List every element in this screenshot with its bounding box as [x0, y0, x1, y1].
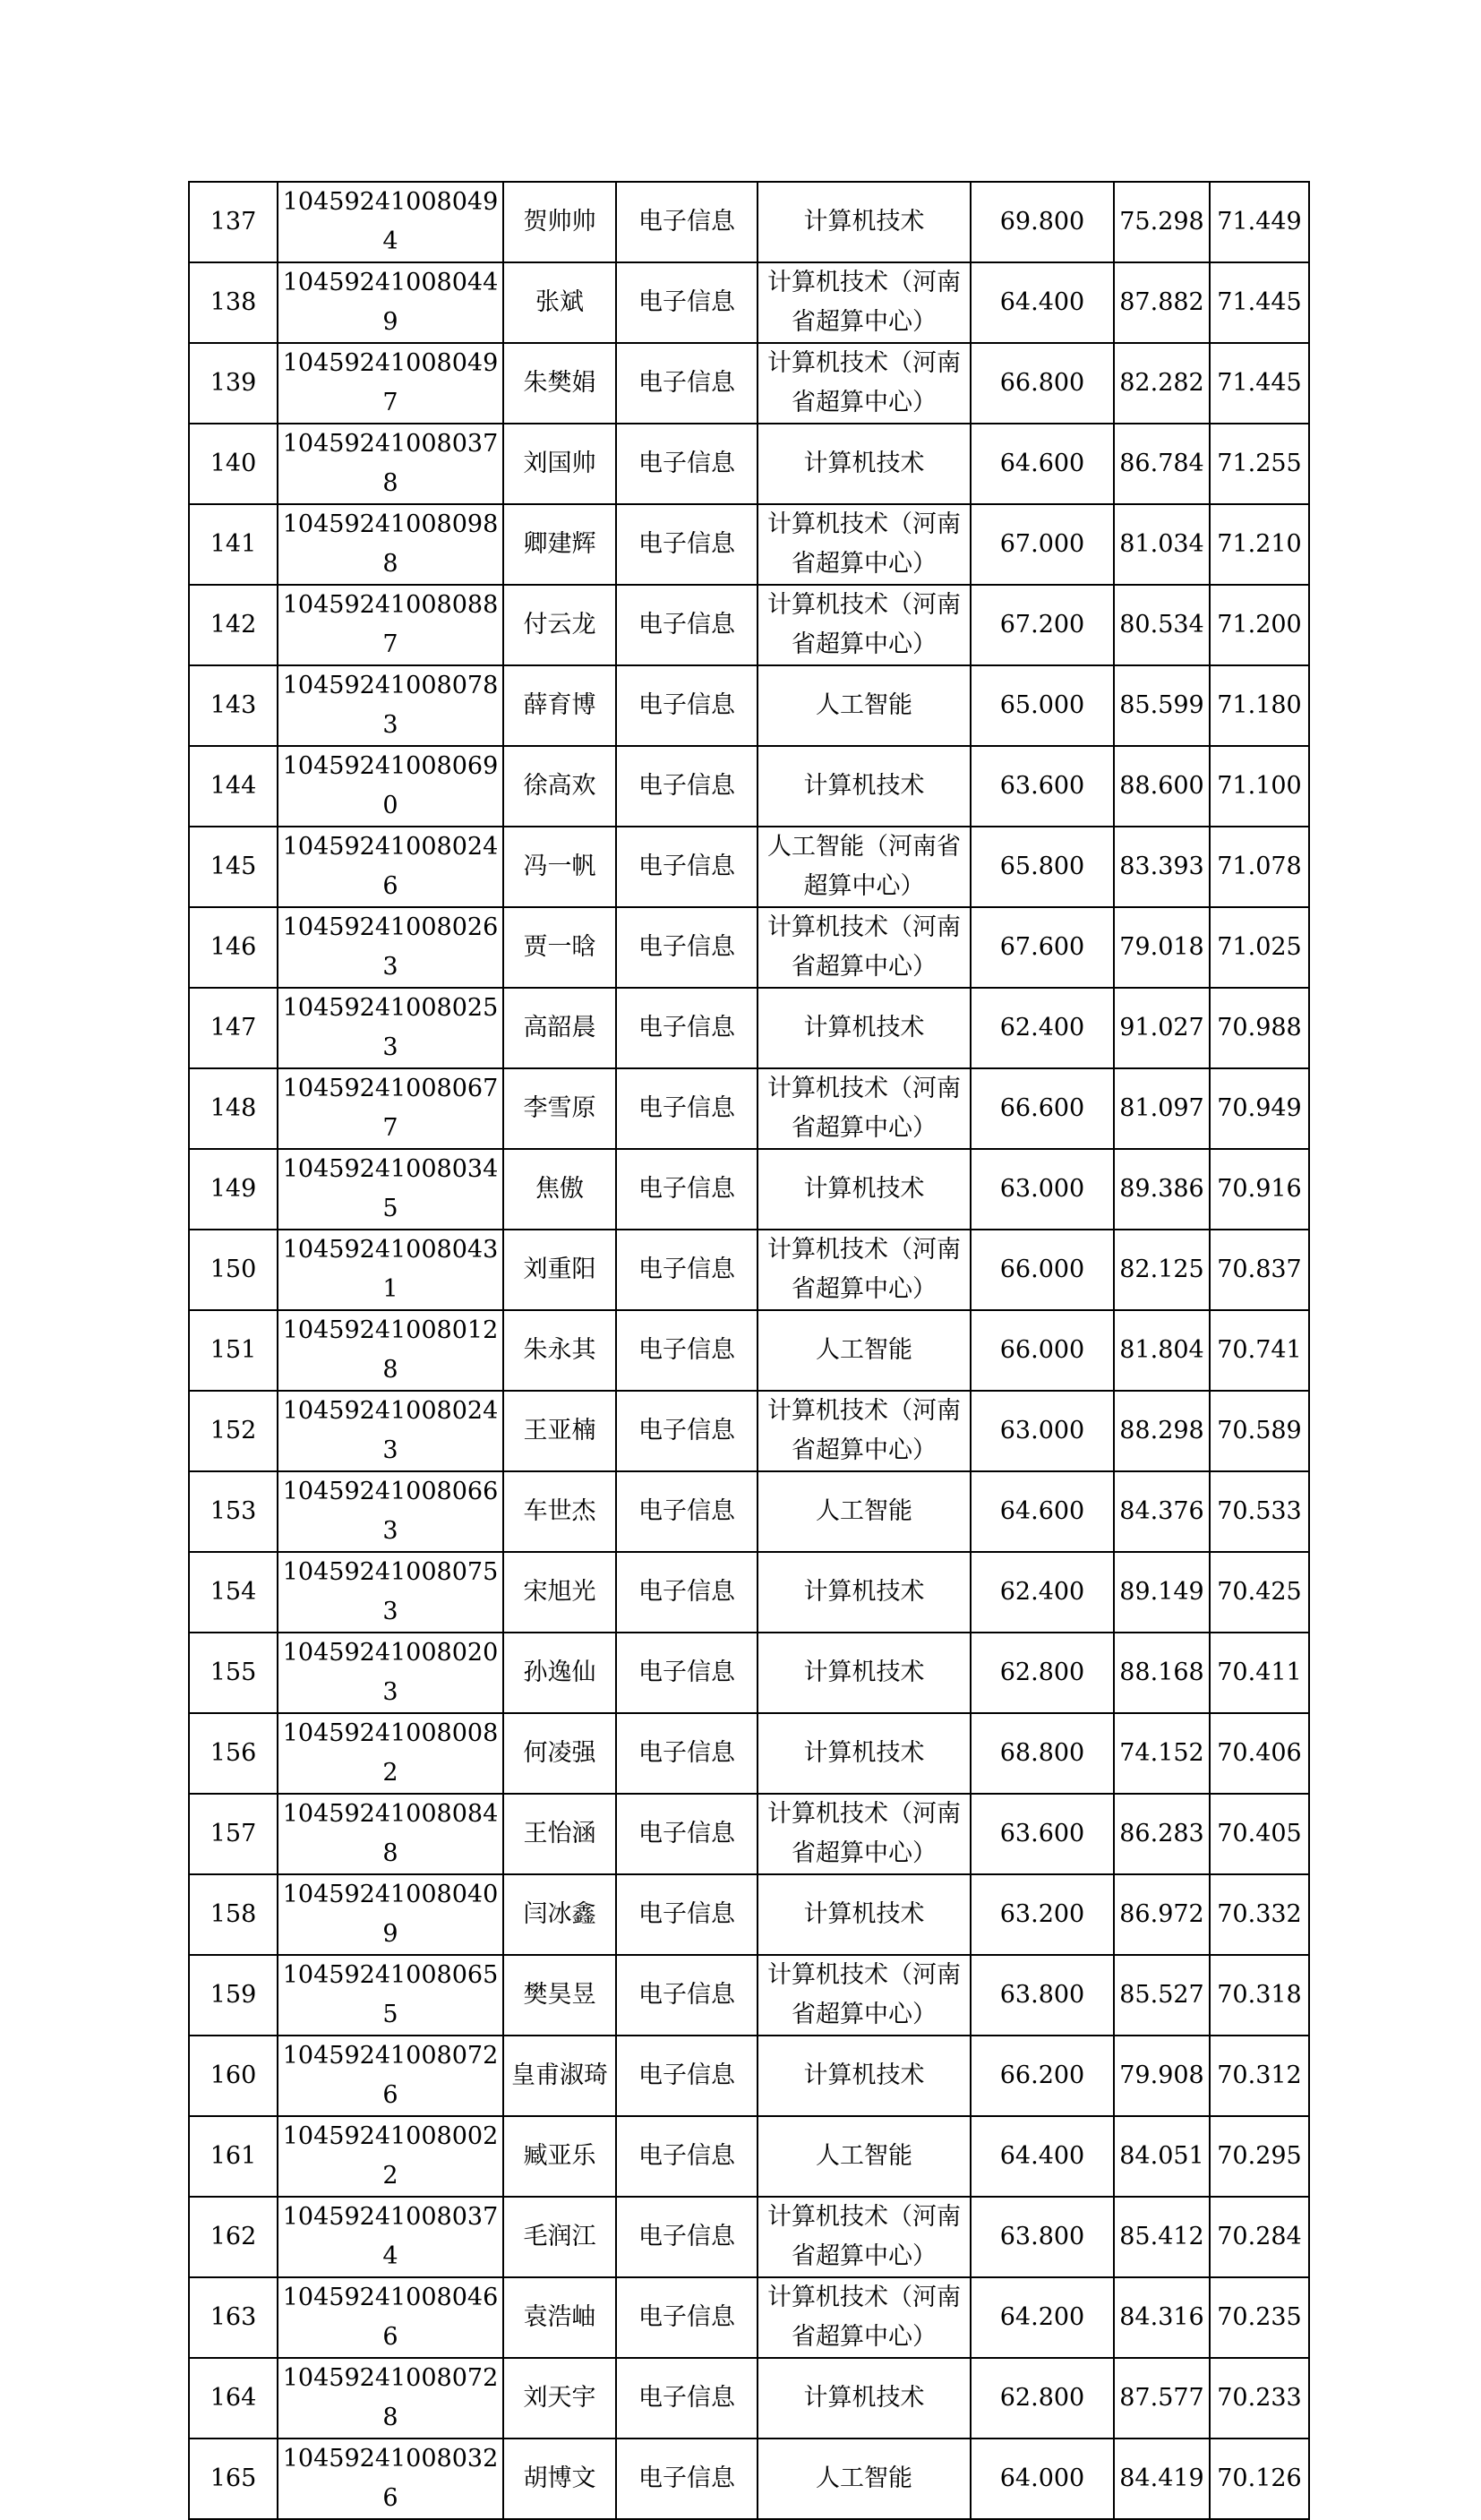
total-score-cell: 70.533 — [1210, 1471, 1309, 1552]
field-cell: 电子信息 — [616, 665, 758, 746]
field-cell: 电子信息 — [616, 2036, 758, 2116]
total-score-cell: 70.589 — [1210, 1391, 1309, 1471]
name-cell: 毛润江 — [503, 2197, 616, 2277]
rank-cell: 162 — [189, 2197, 278, 2277]
exam-id-cell: 104592410080677 — [278, 1068, 503, 1149]
name-cell: 袁浩岫 — [503, 2277, 616, 2358]
table-row — [189, 1391, 1309, 1471]
major-cell: 计算机技术 — [758, 1874, 971, 1955]
exam-id-cell: 104592410080203 — [278, 1633, 503, 1713]
name-cell: 付云龙 — [503, 585, 616, 665]
retest-score-cell: 74.152 — [1114, 1713, 1210, 1794]
major-cell: 计算机技术 — [758, 1633, 971, 1713]
prelim-score-cell: 62.400 — [971, 1552, 1114, 1633]
retest-score-cell: 91.027 — [1114, 988, 1210, 1068]
retest-score-cell: 79.018 — [1114, 907, 1210, 988]
table-row — [189, 1633, 1309, 1713]
retest-score-cell: 81.097 — [1114, 1068, 1210, 1149]
prelim-score-cell: 66.600 — [971, 1068, 1114, 1149]
total-score-cell: 71.445 — [1210, 262, 1309, 343]
total-score-cell: 70.741 — [1210, 1310, 1309, 1391]
field-cell: 电子信息 — [616, 2116, 758, 2197]
table-row — [189, 1552, 1309, 1633]
name-cell: 刘国帅 — [503, 424, 616, 504]
name-cell: 李雪原 — [503, 1068, 616, 1149]
exam-id-cell: 104592410080253 — [278, 988, 503, 1068]
total-score-cell: 71.255 — [1210, 424, 1309, 504]
field-cell: 电子信息 — [616, 182, 758, 262]
exam-id-cell: 104592410080345 — [278, 1149, 503, 1230]
field-cell: 电子信息 — [616, 2439, 758, 2519]
retest-score-cell: 75.298 — [1114, 182, 1210, 262]
prelim-score-cell: 63.200 — [971, 1874, 1114, 1955]
field-cell: 电子信息 — [616, 504, 758, 585]
exam-id-cell: 104592410080728 — [278, 2358, 503, 2439]
retest-score-cell: 86.283 — [1114, 1794, 1210, 1874]
retest-score-cell: 83.393 — [1114, 827, 1210, 907]
table-row — [189, 827, 1309, 907]
total-score-cell: 70.988 — [1210, 988, 1309, 1068]
table-row — [189, 262, 1309, 343]
total-score-cell: 71.180 — [1210, 665, 1309, 746]
major-cell: 计算机技术 — [758, 1552, 971, 1633]
field-cell: 电子信息 — [616, 1471, 758, 1552]
prelim-score-cell: 62.800 — [971, 2358, 1114, 2439]
rank-cell: 139 — [189, 343, 278, 424]
rank-cell: 155 — [189, 1633, 278, 1713]
name-cell: 冯一帆 — [503, 827, 616, 907]
field-cell: 电子信息 — [616, 1713, 758, 1794]
table-row — [189, 746, 1309, 827]
total-score-cell: 70.425 — [1210, 1552, 1309, 1633]
name-cell: 宋旭光 — [503, 1552, 616, 1633]
retest-score-cell: 88.168 — [1114, 1633, 1210, 1713]
prelim-score-cell: 66.000 — [971, 1230, 1114, 1310]
major-cell: 计算机技术（河南省超算中心） — [758, 907, 971, 988]
table-row — [189, 343, 1309, 424]
prelim-score-cell: 68.800 — [971, 1713, 1114, 1794]
prelim-score-cell: 64.400 — [971, 2116, 1114, 2197]
prelim-score-cell: 63.000 — [971, 1391, 1114, 1471]
major-cell: 计算机技术 — [758, 988, 971, 1068]
prelim-score-cell: 63.800 — [971, 2197, 1114, 2277]
retest-score-cell: 85.412 — [1114, 2197, 1210, 2277]
exam-id-cell: 104592410080128 — [278, 1310, 503, 1391]
major-cell: 计算机技术 — [758, 2358, 971, 2439]
total-score-cell: 70.411 — [1210, 1633, 1309, 1713]
table-row — [189, 2116, 1309, 2197]
exam-id-cell: 104592410080848 — [278, 1794, 503, 1874]
name-cell: 贺帅帅 — [503, 182, 616, 262]
total-score-cell: 71.100 — [1210, 746, 1309, 827]
table-body — [189, 182, 1309, 2519]
field-cell: 电子信息 — [616, 1874, 758, 1955]
rank-cell: 142 — [189, 585, 278, 665]
exam-id-cell: 104592410080753 — [278, 1552, 503, 1633]
prelim-score-cell: 66.000 — [971, 1310, 1114, 1391]
major-cell: 人工智能 — [758, 1310, 971, 1391]
rank-cell: 151 — [189, 1310, 278, 1391]
prelim-score-cell: 63.000 — [971, 1149, 1114, 1230]
major-cell: 计算机技术（河南省超算中心） — [758, 585, 971, 665]
field-cell: 电子信息 — [616, 1068, 758, 1149]
total-score-cell: 70.295 — [1210, 2116, 1309, 2197]
table-row — [189, 1713, 1309, 1794]
retest-score-cell: 84.316 — [1114, 2277, 1210, 2358]
table-row — [189, 2358, 1309, 2439]
major-cell: 计算机技术（河南省超算中心） — [758, 2197, 971, 2277]
name-cell: 薛育博 — [503, 665, 616, 746]
prelim-score-cell: 69.800 — [971, 182, 1114, 262]
exam-id-cell: 104592410080374 — [278, 2197, 503, 2277]
retest-score-cell: 84.419 — [1114, 2439, 1210, 2519]
rank-cell: 154 — [189, 1552, 278, 1633]
name-cell: 王怡涵 — [503, 1794, 616, 1874]
prelim-score-cell: 67.000 — [971, 504, 1114, 585]
table-row — [189, 1068, 1309, 1149]
rank-cell: 146 — [189, 907, 278, 988]
major-cell: 人工智能 — [758, 665, 971, 746]
rank-cell: 150 — [189, 1230, 278, 1310]
name-cell: 焦傲 — [503, 1149, 616, 1230]
field-cell: 电子信息 — [616, 2277, 758, 2358]
name-cell: 卿建辉 — [503, 504, 616, 585]
name-cell: 胡博文 — [503, 2439, 616, 2519]
prelim-score-cell: 62.400 — [971, 988, 1114, 1068]
rank-cell: 165 — [189, 2439, 278, 2519]
rank-cell: 156 — [189, 1713, 278, 1794]
prelim-score-cell: 63.600 — [971, 746, 1114, 827]
name-cell: 徐高欢 — [503, 746, 616, 827]
major-cell: 计算机技术（河南省超算中心） — [758, 1794, 971, 1874]
retest-score-cell: 87.882 — [1114, 262, 1210, 343]
total-score-cell: 71.078 — [1210, 827, 1309, 907]
prelim-score-cell: 67.600 — [971, 907, 1114, 988]
major-cell: 计算机技术 — [758, 424, 971, 504]
retest-score-cell: 84.376 — [1114, 1471, 1210, 1552]
table-row — [189, 665, 1309, 746]
prelim-score-cell: 64.400 — [971, 262, 1114, 343]
prelim-score-cell: 62.800 — [971, 1633, 1114, 1713]
table-row — [189, 2197, 1309, 2277]
field-cell: 电子信息 — [616, 1955, 758, 2036]
prelim-score-cell: 64.600 — [971, 424, 1114, 504]
table-row — [189, 2036, 1309, 2116]
retest-score-cell: 85.599 — [1114, 665, 1210, 746]
retest-score-cell: 80.534 — [1114, 585, 1210, 665]
retest-score-cell: 89.149 — [1114, 1552, 1210, 1633]
exam-id-cell: 104592410080449 — [278, 262, 503, 343]
field-cell: 电子信息 — [616, 1633, 758, 1713]
table-row — [189, 424, 1309, 504]
name-cell: 车世杰 — [503, 1471, 616, 1552]
table-row — [189, 1149, 1309, 1230]
exam-id-cell: 104592410080663 — [278, 1471, 503, 1552]
retest-score-cell: 82.282 — [1114, 343, 1210, 424]
exam-id-cell: 104592410080466 — [278, 2277, 503, 2358]
retest-score-cell: 87.577 — [1114, 2358, 1210, 2439]
retest-score-cell: 82.125 — [1114, 1230, 1210, 1310]
prelim-score-cell: 67.200 — [971, 585, 1114, 665]
retest-score-cell: 89.386 — [1114, 1149, 1210, 1230]
score-table — [188, 181, 1310, 2520]
field-cell: 电子信息 — [616, 585, 758, 665]
exam-id-cell: 104592410080431 — [278, 1230, 503, 1310]
major-cell: 计算机技术 — [758, 2036, 971, 2116]
prelim-score-cell: 64.000 — [971, 2439, 1114, 2519]
field-cell: 电子信息 — [616, 746, 758, 827]
field-cell: 电子信息 — [616, 343, 758, 424]
name-cell: 张斌 — [503, 262, 616, 343]
major-cell: 人工智能（河南省超算中心） — [758, 827, 971, 907]
major-cell: 人工智能 — [758, 2439, 971, 2519]
total-score-cell: 70.312 — [1210, 2036, 1309, 2116]
total-score-cell: 70.332 — [1210, 1874, 1309, 1955]
major-cell: 计算机技术（河南省超算中心） — [758, 504, 971, 585]
name-cell: 樊昊昱 — [503, 1955, 616, 2036]
total-score-cell: 71.449 — [1210, 182, 1309, 262]
field-cell: 电子信息 — [616, 827, 758, 907]
name-cell: 孙逸仙 — [503, 1633, 616, 1713]
table-row — [189, 1874, 1309, 1955]
exam-id-cell: 104592410080690 — [278, 746, 503, 827]
field-cell: 电子信息 — [616, 988, 758, 1068]
total-score-cell: 70.837 — [1210, 1230, 1309, 1310]
major-cell: 计算机技术（河南省超算中心） — [758, 1391, 971, 1471]
total-score-cell: 70.126 — [1210, 2439, 1309, 2519]
exam-id-cell: 104592410080246 — [278, 827, 503, 907]
exam-id-cell: 104592410080409 — [278, 1874, 503, 1955]
table-row — [189, 1955, 1309, 2036]
rank-cell: 158 — [189, 1874, 278, 1955]
table-row — [189, 907, 1309, 988]
major-cell: 计算机技术 — [758, 182, 971, 262]
rank-cell: 161 — [189, 2116, 278, 2197]
field-cell: 电子信息 — [616, 1391, 758, 1471]
rank-cell: 149 — [189, 1149, 278, 1230]
exam-id-cell: 104592410080497 — [278, 343, 503, 424]
exam-id-cell: 104592410080378 — [278, 424, 503, 504]
total-score-cell: 70.916 — [1210, 1149, 1309, 1230]
name-cell: 王亚楠 — [503, 1391, 616, 1471]
total-score-cell: 70.406 — [1210, 1713, 1309, 1794]
rank-cell: 157 — [189, 1794, 278, 1874]
field-cell: 电子信息 — [616, 424, 758, 504]
total-score-cell: 70.949 — [1210, 1068, 1309, 1149]
rank-cell: 147 — [189, 988, 278, 1068]
table-row — [189, 1471, 1309, 1552]
name-cell: 臧亚乐 — [503, 2116, 616, 2197]
name-cell: 何凌强 — [503, 1713, 616, 1794]
exam-id-cell: 104592410080655 — [278, 1955, 503, 2036]
field-cell: 电子信息 — [616, 907, 758, 988]
rank-cell: 144 — [189, 746, 278, 827]
name-cell: 贾一晗 — [503, 907, 616, 988]
prelim-score-cell: 66.800 — [971, 343, 1114, 424]
major-cell: 计算机技术 — [758, 1149, 971, 1230]
retest-score-cell: 88.298 — [1114, 1391, 1210, 1471]
rank-cell: 152 — [189, 1391, 278, 1471]
exam-id-cell: 104592410080887 — [278, 585, 503, 665]
total-score-cell: 71.210 — [1210, 504, 1309, 585]
rank-cell: 145 — [189, 827, 278, 907]
exam-id-cell: 104592410080726 — [278, 2036, 503, 2116]
exam-id-cell: 104592410080022 — [278, 2116, 503, 2197]
prelim-score-cell: 64.600 — [971, 1471, 1114, 1552]
retest-score-cell: 86.972 — [1114, 1874, 1210, 1955]
exam-id-cell: 104592410080783 — [278, 665, 503, 746]
table-row — [189, 1310, 1309, 1391]
rank-cell: 138 — [189, 262, 278, 343]
prelim-score-cell: 66.200 — [971, 2036, 1114, 2116]
rank-cell: 163 — [189, 2277, 278, 2358]
retest-score-cell: 85.527 — [1114, 1955, 1210, 2036]
exam-id-cell: 104592410080494 — [278, 182, 503, 262]
table-row — [189, 2277, 1309, 2358]
major-cell: 计算机技术（河南省超算中心） — [758, 2277, 971, 2358]
total-score-cell: 70.284 — [1210, 2197, 1309, 2277]
exam-id-cell: 104592410080988 — [278, 504, 503, 585]
name-cell: 朱樊娟 — [503, 343, 616, 424]
field-cell: 电子信息 — [616, 1794, 758, 1874]
major-cell: 计算机技术（河南省超算中心） — [758, 1955, 971, 2036]
field-cell: 电子信息 — [616, 1149, 758, 1230]
rank-cell: 140 — [189, 424, 278, 504]
total-score-cell: 70.318 — [1210, 1955, 1309, 2036]
rank-cell: 153 — [189, 1471, 278, 1552]
major-cell: 计算机技术（河南省超算中心） — [758, 1230, 971, 1310]
prelim-score-cell: 63.800 — [971, 1955, 1114, 2036]
retest-score-cell: 84.051 — [1114, 2116, 1210, 2197]
exam-id-cell: 104592410080082 — [278, 1713, 503, 1794]
total-score-cell: 70.235 — [1210, 2277, 1309, 2358]
table-row — [189, 504, 1309, 585]
prelim-score-cell: 65.000 — [971, 665, 1114, 746]
rank-cell: 148 — [189, 1068, 278, 1149]
prelim-score-cell: 65.800 — [971, 827, 1114, 907]
major-cell: 计算机技术 — [758, 746, 971, 827]
retest-score-cell: 81.034 — [1114, 504, 1210, 585]
name-cell: 高韶晨 — [503, 988, 616, 1068]
total-score-cell: 71.445 — [1210, 343, 1309, 424]
major-cell: 计算机技术（河南省超算中心） — [758, 343, 971, 424]
field-cell: 电子信息 — [616, 1552, 758, 1633]
retest-score-cell: 79.908 — [1114, 2036, 1210, 2116]
name-cell: 闫冰鑫 — [503, 1874, 616, 1955]
rank-cell: 141 — [189, 504, 278, 585]
major-cell: 人工智能 — [758, 1471, 971, 1552]
table-row — [189, 585, 1309, 665]
prelim-score-cell: 63.600 — [971, 1794, 1114, 1874]
exam-id-cell: 104592410080243 — [278, 1391, 503, 1471]
retest-score-cell: 81.804 — [1114, 1310, 1210, 1391]
table-row — [189, 1794, 1309, 1874]
retest-score-cell: 88.600 — [1114, 746, 1210, 827]
exam-id-cell: 104592410080263 — [278, 907, 503, 988]
field-cell: 电子信息 — [616, 1310, 758, 1391]
field-cell: 电子信息 — [616, 1230, 758, 1310]
name-cell: 刘天宇 — [503, 2358, 616, 2439]
rank-cell: 160 — [189, 2036, 278, 2116]
rank-cell: 159 — [189, 1955, 278, 2036]
table-row — [189, 2439, 1309, 2519]
table-row — [189, 988, 1309, 1068]
name-cell: 刘重阳 — [503, 1230, 616, 1310]
total-score-cell: 70.233 — [1210, 2358, 1309, 2439]
major-cell: 计算机技术（河南省超算中心） — [758, 262, 971, 343]
name-cell: 皇甫淑琦 — [503, 2036, 616, 2116]
total-score-cell: 71.025 — [1210, 907, 1309, 988]
major-cell: 计算机技术 — [758, 1713, 971, 1794]
name-cell: 朱永其 — [503, 1310, 616, 1391]
rank-cell: 164 — [189, 2358, 278, 2439]
field-cell: 电子信息 — [616, 2197, 758, 2277]
total-score-cell: 71.200 — [1210, 585, 1309, 665]
major-cell: 计算机技术（河南省超算中心） — [758, 1068, 971, 1149]
rank-cell: 143 — [189, 665, 278, 746]
retest-score-cell: 86.784 — [1114, 424, 1210, 504]
prelim-score-cell: 64.200 — [971, 2277, 1114, 2358]
exam-id-cell: 104592410080326 — [278, 2439, 503, 2519]
major-cell: 人工智能 — [758, 2116, 971, 2197]
total-score-cell: 70.405 — [1210, 1794, 1309, 1874]
field-cell: 电子信息 — [616, 262, 758, 343]
table-row — [189, 1230, 1309, 1310]
table-row — [189, 182, 1309, 262]
rank-cell: 137 — [189, 182, 278, 262]
field-cell: 电子信息 — [616, 2358, 758, 2439]
